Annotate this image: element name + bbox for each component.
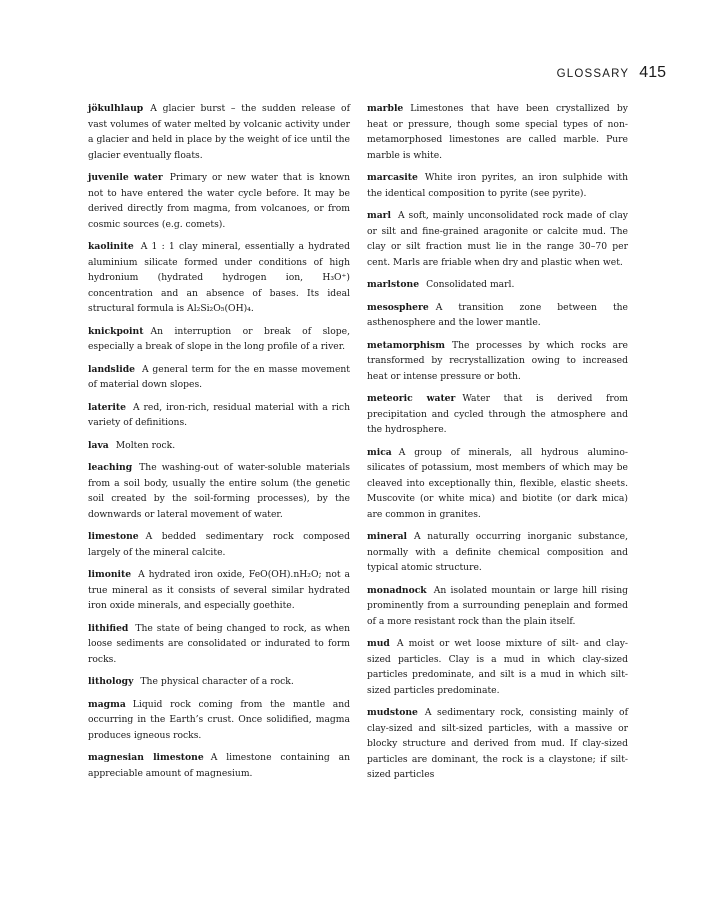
page-number: 415 [639, 64, 666, 81]
entry-term: magma [88, 698, 126, 710]
entry-term: marl [367, 210, 392, 221]
entry-definition: A naturally occurring inorganic substance, normally with a definite chemical composition and typical atomic structure. [367, 531, 628, 573]
entry-definition: A sedimentary rock, consisting mainly of clay-sized and silt-sized particles, with a massive or blocky structure and derived from mud. If clay-sized particles are dominant, the rock is a claystone; if silt-sized particles [367, 707, 628, 780]
glossary-entry [88, 697, 350, 744]
entry-term: marlstone [367, 279, 420, 290]
glossary-entry [88, 239, 350, 317]
glossary-entry [367, 338, 628, 385]
glossary-entry [367, 208, 628, 270]
entry-definition: Molten rock. [115, 439, 176, 451]
entry-term: mesosphere [367, 301, 429, 313]
entry-term: laterite [88, 401, 126, 413]
entry-term: landslide [88, 363, 135, 375]
glossary-entry [88, 362, 350, 393]
entry-term: leaching [88, 462, 133, 473]
entry-definition: A hydrated iron oxide, FeO(OH).nH₂O; not a true mineral as it consists of several similar hydrated iron oxide minerals, and especially goethite. [88, 569, 350, 611]
glossary-entry [88, 400, 350, 431]
entry-definition: A limestone containing an appreciable amount of magnesium. [88, 752, 351, 779]
entry-definition: The physical character of a rock. [140, 676, 294, 687]
entry-term: mica [367, 446, 392, 458]
entry-term: mineral [367, 531, 408, 542]
entry-term: limonite [88, 569, 132, 580]
glossary-entry [367, 636, 628, 698]
glossary-entry [367, 300, 628, 331]
entry-definition: Water that is derived from precipitation and cycled through the atmosphere and the hydrosphere. [367, 393, 628, 435]
entry-definition: A moist or wet loose mixture of silt- and clay-sized particles. Clay is a mud in which clay-sized particles predominate, and silt is a mud in which silt-sized particles predominate. [367, 638, 628, 696]
glossary-entry [367, 101, 628, 163]
entry-definition: Liquid rock coming from the mantle and occurring in the Earth’s crust. Once solidified, magma produces igneous rocks. [88, 698, 350, 741]
entry-term: marble [367, 103, 404, 114]
entry-term: mudstone [367, 707, 418, 718]
glossary-entry [88, 674, 350, 690]
entry-term: limestone [88, 531, 139, 542]
glossary-entry [88, 170, 350, 232]
glossary-column-right [367, 101, 628, 790]
glossary-entry [88, 621, 350, 668]
entry-definition: A red, iron-rich, residual material with a rich variety of definitions. [88, 401, 350, 428]
entry-definition: Limestones that have been crystallized by heat or pressure, though some special types of non-metamorphosed limestones are called marble. Pure marble is white. [367, 103, 628, 161]
glossary-entry [88, 567, 350, 614]
entry-definition: White iron pyrites, an iron sulphide with the identical composition to pyrite (see pyrite). [367, 172, 628, 199]
glossary-entry [367, 445, 628, 523]
glossary-entry [88, 324, 350, 355]
entry-definition: A transition zone between the asthenosphere and the lower mantle. [367, 301, 628, 328]
entry-term: monadnock [367, 584, 427, 596]
entry-term: lithology [88, 676, 134, 687]
running-head: GLOSSARY [556, 68, 630, 80]
entry-term: juvenile water [88, 172, 163, 183]
entry-definition: The washing-out of water-soluble materials from a soil body, usually the entire solum (the genetic soil created by the soil-forming processes), by the downwards or lateral movement of water. [88, 462, 350, 520]
entry-term: mud [367, 638, 390, 649]
entry-definition: A 1 : 1 clay mineral, essentially a hydrated aluminium silicate formed under conditions of high hydronium (hydrated hydrogen ion, H₃O⁺) concentration and an absence of bases. Its ideal structural formula is Al₂Si₂O₅(OH)₄. [88, 241, 350, 314]
glossary-entry [88, 438, 350, 454]
glossary-entry [367, 705, 628, 783]
entry-definition: A group of minerals, all hydrous alumino-silicates of potassium, most members of which may be cleaved into exceptionally thin, flexible, elastic sheets. Muscovite (or white mica) and biotite (or dark mica) are common in granites. [367, 446, 628, 520]
glossary-entry [367, 529, 628, 576]
entry-term: metamorphism [367, 339, 445, 351]
entry-definition: Primary or new water that is known not to have entered the water cycle before. It may be derived directly from magma, from volcanoes, or from cosmic sources (e.g. comets). [88, 172, 351, 230]
entry-definition: Consolidated marl. [426, 279, 515, 290]
entry-term: jökulhlaup [88, 103, 144, 114]
entry-term: lithified [88, 622, 129, 634]
glossary-entry [367, 583, 628, 630]
glossary-column-left [88, 101, 350, 788]
glossary-entry [88, 750, 350, 781]
entry-term: lava [88, 439, 109, 451]
glossary-entry [367, 277, 628, 293]
entry-definition: The processes by which rocks are transformed by recrystallization owing to increased heat or intense pressure or both. [367, 339, 628, 382]
entry-term: meteoric water [367, 393, 456, 404]
entry-definition: A general term for the en masse movement of material down slopes. [88, 363, 350, 390]
page-header [557, 64, 666, 82]
entry-definition: A bedded sedimentary rock composed largely of the mineral calcite. [88, 531, 350, 558]
entry-definition: An isolated mountain or large hill rising prominently from a surrounding peneplain and formed of a more resistant rock than the plain itself. [367, 584, 628, 627]
entry-term: kaolinite [88, 241, 134, 252]
entry-definition: An interruption or break of slope, especially a break of slope in the long profile of a river. [88, 325, 350, 352]
entry-definition: The state of being changed to rock, as when loose sediments are consolidated or indurated to form rocks. [88, 622, 350, 665]
glossary-entry [367, 170, 628, 201]
entry-definition: A glacier burst – the sudden release of vast volumes of water melted by volcanic activity under a glacier and held in place by the weight of ice until the glacier eventually floats. [88, 103, 350, 161]
glossary-entry [88, 460, 350, 522]
entry-term: magnesian limestone [88, 752, 204, 763]
entry-term: marcasite [367, 172, 418, 183]
glossary-entry [88, 101, 350, 163]
entry-term: knickpoint [88, 325, 144, 337]
glossary-entry [367, 391, 628, 438]
entry-definition: A soft, mainly unconsolidated rock made of clay or silt and fine-grained aragonite or calcite mud. The clay or silt fraction must lie in the range 30–70 per cent. Marls are friable when dry and plastic when wet. [367, 210, 628, 268]
glossary-entry [88, 529, 350, 560]
